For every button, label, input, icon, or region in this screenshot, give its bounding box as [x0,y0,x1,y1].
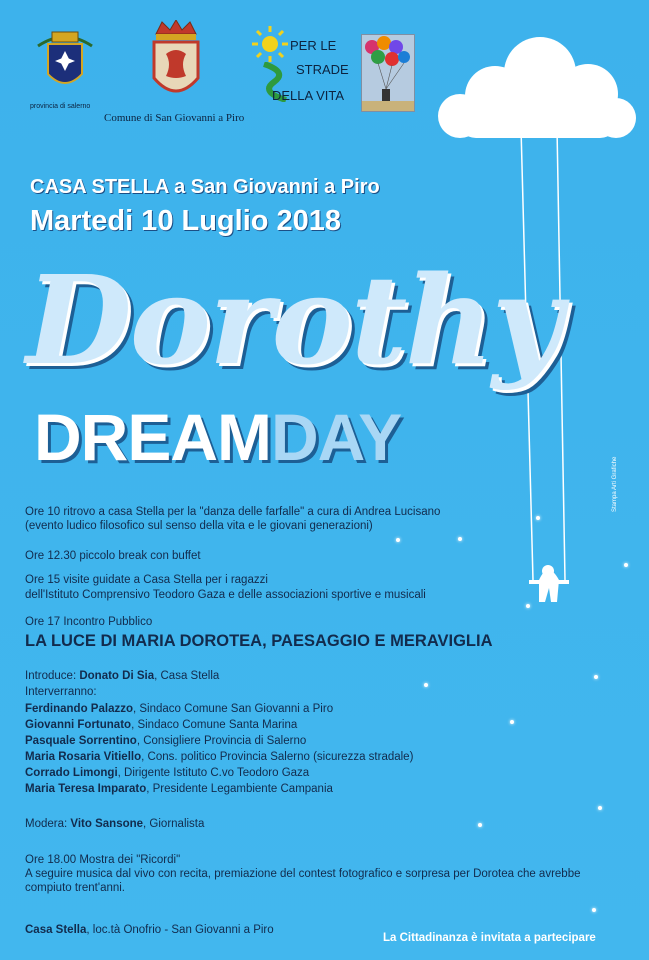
star-icon [536,516,540,520]
program-item-1b: (evento ludico filosofico sul senso della vita e le giovani generazioni) [25,520,373,532]
print-credit: Stampa Arti Grafiche [612,456,618,512]
evening-line-3: compiuto trent'anni. [25,882,126,894]
footer-invite: La Cittadinanza è invitata a partecipare [383,932,596,944]
title-day: DAY [271,400,402,474]
venue-line: CASA STELLA a San Giovanni a Piro [30,176,380,198]
provincia-crest-icon [30,26,100,106]
speaker-4 [25,751,413,763]
provincia-logo [30,26,100,116]
moderator-line [25,818,204,830]
star-icon [592,908,596,912]
speaker-5 [25,767,309,779]
date-line: Martedi 10 Luglio 2018 [30,205,342,237]
speaker-name: Giovanni Fortunato [25,719,132,731]
speaker-name: Ferdinando Palazzo [25,703,133,715]
program-item-1a: Ore 10 ritrovo a casa Stella per la "danza delle farfalle" a cura di Andrea Lucisano [25,506,441,518]
speaker-2 [25,719,297,731]
comune-label: Comune di San Giovanni a Piro [104,112,245,124]
speaker-role: , Cons. politico Provincia Salerno (sicurezza stradale) [141,751,414,763]
balloons-icon [362,35,414,111]
moderator-label: Modera: [25,818,71,830]
speaker-name: Maria Rosaria Vitiello [25,751,142,763]
strade-text-3: DELLA VITA [272,88,345,103]
comune-logo [100,20,255,128]
footer-place-rest: , loc.tà Onofrio - San Giovanni a Piro [86,924,274,936]
program-item-3b: dell'Istituto Comprensivo Teodoro Gaza e delle associazioni sportive e musicali [25,589,426,601]
strade-logo [252,26,348,108]
star-icon [458,537,462,541]
star-icon [526,604,530,608]
title-sub [34,400,401,474]
title-dream: DREAM [34,400,271,474]
speaker-role: , Sindaco Comune Santa Marina [131,719,298,731]
title-main: Dorothy [26,248,561,392]
intro-name: Donato Di Sia [79,670,155,682]
intro-label: Introduce: [25,670,80,682]
program-highlight: LA LUCE DI MARIA DOROTEA, PAESAGGIO E MERAVIGLIA [25,632,493,650]
star-icon [624,563,628,567]
moderator-name: Vito Sansone [70,818,144,830]
speaker-role: , Presidente Legambiente Campania [146,783,333,795]
provincia-label: provincia di salerno [30,103,91,110]
balloon-picture [361,34,415,112]
intro-line [25,670,219,682]
speaker-name: Pasquale Sorrentino [25,735,137,747]
strade-text-1: PER LE [290,38,337,53]
footer-place-name: Casa Stella [25,924,87,936]
moderator-role: , Giornalista [143,818,205,830]
speaker-1 [25,703,333,715]
intro-role: , Casa Stella [154,670,220,682]
star-icon [598,806,602,810]
star-icon [424,683,428,687]
program-item-3a: Ore 15 visite guidate a Casa Stella per i ragazzi [25,574,268,586]
speaker-role: , Consigliere Provincia di Salerno [136,735,307,747]
sun-icon [252,26,292,66]
evening-line-1: Ore 18.00 Mostra dei "Ricordi" [25,854,181,866]
intervene-label: Interverranno: [25,686,97,698]
star-icon [594,675,598,679]
evening-line-2: A seguire musica dal vivo con recita, premiazione del contest fotografico e sorpresa per Dorotea che avrebbe [25,868,581,880]
star-icon [396,538,400,542]
speaker-name: Corrado Limongi [25,767,118,779]
speaker-role: , Sindaco Comune San Giovanni a Piro [133,703,334,715]
star-icon [510,720,514,724]
strade-text-2: STRADE [296,62,349,77]
speaker-name: Maria Teresa Imparato [25,783,147,795]
speaker-3 [25,735,306,747]
program-item-4: Ore 17 Incontro Pubblico [25,616,153,628]
speaker-role: , Dirigente Istituto C.vo Teodoro Gaza [117,767,310,779]
comune-crest-icon [146,20,206,105]
speaker-6 [25,783,333,795]
program-item-2: Ore 12.30 piccolo break con buffet [25,550,201,562]
star-icon [478,823,482,827]
footer-place [25,924,274,936]
